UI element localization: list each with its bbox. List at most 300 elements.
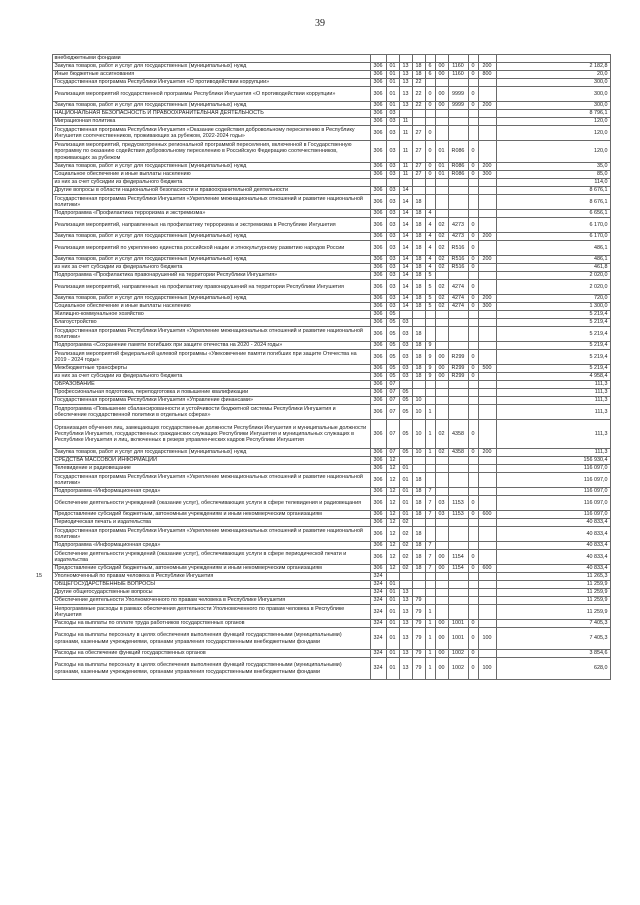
code-cell [435,542,448,550]
code-cell [478,597,496,605]
code-cell: 0 [468,350,478,365]
code-cell [448,488,468,496]
amount-cell: 111,3 [496,397,610,405]
row-name: Расходы на обеспечение функций государственных органов [52,650,370,658]
code-cell: 306 [370,457,386,465]
code-cell: 500 [478,365,496,373]
code-cell: 00 [435,373,448,381]
table-row [34,342,610,350]
table-row [34,527,610,542]
code-cell: 1153 [448,496,468,511]
code-cell: 13 [399,650,412,658]
code-cell: 1 [425,449,435,457]
code-cell: 1154 [448,550,468,565]
code-cell: 0 [425,87,435,102]
code-cell [478,373,496,381]
code-cell: 306 [370,303,386,311]
code-cell: 306 [370,342,386,350]
row-name: Уполномоченный по правам человека в Республике Ингушетия [52,573,370,581]
code-cell: 03 [386,110,399,118]
code-cell: 300 [478,303,496,311]
row-number [34,102,52,110]
code-cell [448,179,468,187]
code-cell: 12 [386,565,399,573]
code-cell: 306 [370,118,386,126]
table-row [34,63,610,71]
code-cell: 600 [478,565,496,573]
code-cell: 306 [370,496,386,511]
code-cell: 27 [412,141,425,163]
code-cell [478,473,496,488]
code-cell [478,195,496,210]
code-cell: 6 [425,71,435,79]
row-number [34,55,52,63]
code-cell [478,342,496,350]
code-cell [448,195,468,210]
code-cell [478,79,496,87]
table-row [34,650,610,658]
table-row [34,473,610,488]
code-cell: 324 [370,658,386,680]
code-cell: 0 [468,264,478,272]
code-cell [468,126,478,141]
table-row [34,210,610,218]
code-cell: 79 [412,597,425,605]
row-number [34,319,52,327]
table-row [34,195,610,210]
code-cell: 12 [386,542,399,550]
code-cell [425,118,435,126]
code-cell [435,381,448,389]
row-name: Расходы на выплаты персоналу в целях обеспечения выполнения функций государственными (муниципальными) органами, казенными учреждениями, органами управления государственными внебюджетными фондами [52,628,370,650]
code-cell [412,311,425,319]
code-cell: R086 [448,171,468,179]
code-cell: R516 [448,264,468,272]
code-cell: 01 [435,163,448,171]
code-cell: 5 [425,272,435,280]
code-cell [468,381,478,389]
code-cell [448,319,468,327]
code-cell: 02 [399,565,412,573]
code-cell [448,605,468,620]
amount-cell: 5 219,4 [496,342,610,350]
code-cell: 200 [478,256,496,264]
row-name: Благоустройство [52,319,370,327]
code-cell: 18 [412,342,425,350]
amount-cell: 85,0 [496,171,610,179]
code-cell: 306 [370,365,386,373]
row-name: Реализация мероприятий, предусмотренных региональной программой переселения, включенной в Государственную программу по оказанию содействия добровольному переселению в Российскую Федерацию соотечественников, проживающих за рубежом [52,141,370,163]
code-cell [468,573,478,581]
table-row [34,118,610,126]
amount-cell: 111,3 [496,449,610,457]
code-cell: 01 [386,87,399,102]
code-cell: 11 [399,163,412,171]
code-cell [448,79,468,87]
table-row [34,163,610,171]
row-name: Социальное обеспечение и иные выплаты населению [52,171,370,179]
code-cell: 1 [425,620,435,628]
row-name: Иные бюджетные ассигнования [52,71,370,79]
code-cell: 4273 [448,218,468,233]
code-cell: 03 [399,365,412,373]
code-cell: 306 [370,550,386,565]
row-number [34,496,52,511]
code-cell: 306 [370,327,386,342]
code-cell: 5 [425,303,435,311]
code-cell [386,179,399,187]
code-cell: 0 [468,171,478,179]
code-cell: 13 [399,102,412,110]
table-row [34,350,610,365]
code-cell [468,589,478,597]
code-cell: 01 [386,79,399,87]
code-cell: 03 [386,272,399,280]
amount-cell: 6 656,1 [496,210,610,218]
code-cell [425,581,435,589]
code-cell [468,597,478,605]
row-name: Закупка товаров, работ и услуг для государственных (муниципальных) нужд [52,163,370,171]
row-number [34,63,52,71]
code-cell: 4274 [448,295,468,303]
code-cell: 1 [425,658,435,680]
code-cell: 306 [370,195,386,210]
table-row [34,605,610,620]
code-cell: 07 [386,405,399,420]
code-cell [478,179,496,187]
code-cell: 18 [412,542,425,550]
code-cell [435,79,448,87]
code-cell: 18 [412,63,425,71]
code-cell: 02 [435,449,448,457]
code-cell: 0 [468,295,478,303]
code-cell: 18 [412,241,425,256]
code-cell: 4274 [448,303,468,311]
code-cell: 9 [425,373,435,381]
row-name: Непрограммные расходы в рамках обеспечения деятельности Уполномоченного по правам человека в Республике Ингушетия [52,605,370,620]
amount-cell: 116 097,0 [496,488,610,496]
code-cell: 306 [370,126,386,141]
table-row [34,381,610,389]
code-cell: 306 [370,264,386,272]
row-name: Закупка товаров, работ и услуг для государственных (муниципальных) нужд [52,63,370,71]
code-cell: 0 [425,141,435,163]
row-number [34,79,52,87]
code-cell: 0 [468,218,478,233]
code-cell: 10 [412,449,425,457]
amount-cell: 2 020,0 [496,272,610,280]
code-cell [448,342,468,350]
code-cell [435,272,448,280]
code-cell: 1001 [448,620,468,628]
code-cell [448,465,468,473]
code-cell [468,542,478,550]
code-cell: 5 [425,280,435,295]
row-name: Государственная программа Республики Ингушетия «Укрепление межнациональных отношений и развитие национальной политики» [52,527,370,542]
code-cell [448,573,468,581]
code-cell [412,465,425,473]
row-name: ОБЩЕГОСУДАРСТВЕННЫЕ ВОПРОСЫ [52,581,370,589]
code-cell [478,118,496,126]
row-name: Закупка товаров, работ и услуг для государственных (муниципальных) нужд [52,295,370,303]
table-row [34,218,610,233]
code-cell: 306 [370,473,386,488]
row-name: Подпрограмма «Информационная среда» [52,542,370,550]
code-cell: 14 [399,241,412,256]
code-cell: 05 [386,373,399,381]
code-cell [478,110,496,118]
code-cell: 22 [412,87,425,102]
code-cell [425,110,435,118]
code-cell: 1160 [448,63,468,71]
code-cell [412,573,425,581]
code-cell [448,311,468,319]
code-cell [425,55,435,63]
row-name: из них за счет субсидии из федерального бюджета [52,179,370,187]
code-cell: 79 [412,650,425,658]
code-cell: 4 [425,256,435,264]
amount-cell: 156 930,4 [496,457,610,465]
table-row [34,519,610,527]
code-cell: 18 [412,256,425,264]
code-cell [425,457,435,465]
row-name: из них за счет субсидии из федерального бюджета [52,264,370,272]
code-cell [478,381,496,389]
code-cell: 0 [468,102,478,110]
code-cell: 0 [468,280,478,295]
code-cell [435,179,448,187]
row-name: Организация обучения лиц, замещающих государственные должности Республики Ингушетия и муниципальные должности Республики Ингушетия, государственных гражданских служащих Республики Ингушетия и муниципальных служащих в Республике Ингушетия и лиц, включенных в резерв управленческих кадров Республики Ингушетия [52,420,370,449]
code-cell: 07 [386,449,399,457]
code-cell: 11 [399,141,412,163]
code-cell: 01 [386,71,399,79]
code-cell: 4 [425,218,435,233]
amount-cell: 6 170,0 [496,218,610,233]
code-cell: 18 [412,210,425,218]
code-cell: 02 [435,218,448,233]
code-cell: 03 [386,195,399,210]
code-cell [425,381,435,389]
row-name: Подпрограмма «Повышение сбалансированности и устойчивости бюджетной системы Республики Ингушетия и обеспечение государственной политики в отдельных сферах» [52,405,370,420]
code-cell: 306 [370,350,386,365]
row-number [34,589,52,597]
amount-cell: 300,0 [496,87,610,102]
row-number [34,658,52,680]
code-cell: 0 [468,511,478,519]
code-cell: 306 [370,397,386,405]
row-number [34,187,52,195]
code-cell: 12 [386,527,399,542]
table-row [34,465,610,473]
code-cell: 00 [435,550,448,565]
code-cell: 03 [386,218,399,233]
code-cell [425,589,435,597]
code-cell: 03 [435,496,448,511]
code-cell [448,187,468,195]
code-cell [478,488,496,496]
code-cell: 03 [399,319,412,327]
code-cell: 4274 [448,280,468,295]
code-cell [425,311,435,319]
code-cell: 306 [370,256,386,264]
code-cell [435,311,448,319]
table-row [34,187,610,195]
code-cell [448,210,468,218]
code-cell [425,179,435,187]
code-cell [412,118,425,126]
code-cell [412,581,425,589]
table-row [34,179,610,187]
code-cell: 05 [399,397,412,405]
code-cell: 01 [386,605,399,620]
code-cell: 4273 [448,233,468,241]
code-cell: 22 [412,79,425,87]
code-cell: 200 [478,233,496,241]
table-row [34,102,610,110]
code-cell: 79 [412,628,425,650]
code-cell: R516 [448,241,468,256]
code-cell [448,473,468,488]
code-cell: 7 [425,511,435,519]
code-cell: 27 [412,126,425,141]
table-row [34,256,610,264]
code-cell: R299 [448,350,468,365]
table-row [34,457,610,465]
code-cell: 200 [478,449,496,457]
code-cell: 05 [399,405,412,420]
code-cell: 05 [399,420,412,449]
row-name: Обеспечение деятельности учреждений (оказание услуг), обеспечивающих услуги в сфере телевидения и радиовещания [52,496,370,511]
code-cell [478,241,496,256]
code-cell: 00 [435,365,448,373]
code-cell: 01 [386,589,399,597]
code-cell [412,589,425,597]
row-name: Реализация мероприятий, направленных на профилактику терроризма и экстремизма в Республике Ингушетия [52,218,370,233]
code-cell [468,457,478,465]
code-cell: 1002 [448,650,468,658]
row-number [34,373,52,381]
code-cell [435,118,448,126]
code-cell: 11 [399,171,412,179]
row-name: Профессиональная подготовка, переподготовка и повышение квалификации [52,389,370,397]
code-cell: 0 [468,256,478,264]
table-row [34,597,610,605]
row-number [34,110,52,118]
code-cell: 0 [468,303,478,311]
code-cell: 7 [425,542,435,550]
row-name: из них за счет субсидии из федерального бюджета [52,373,370,381]
code-cell [370,179,386,187]
code-cell: 0 [468,71,478,79]
code-cell [478,397,496,405]
code-cell [412,457,425,465]
row-number [34,381,52,389]
code-cell [448,589,468,597]
code-cell [435,397,448,405]
code-cell: 0 [425,163,435,171]
code-cell: 306 [370,141,386,163]
code-cell: 306 [370,110,386,118]
amount-cell: 40 833,4 [496,519,610,527]
code-cell [478,126,496,141]
code-cell: 306 [370,218,386,233]
code-cell: 01 [386,658,399,680]
code-cell [478,311,496,319]
row-number [34,389,52,397]
row-number [34,163,52,171]
code-cell: 13 [399,589,412,597]
code-cell: 18 [412,195,425,210]
code-cell: 12 [386,488,399,496]
row-name: Государственная программа Республики Ингушетия «О противодействии коррупции» [52,79,370,87]
table-row [34,110,610,118]
code-cell [435,581,448,589]
code-cell: 12 [386,465,399,473]
code-cell [478,620,496,628]
row-number [34,311,52,319]
row-name: Другие вопросы в области национальной безопасности и правоохранительной деятельности [52,187,370,195]
row-number [34,303,52,311]
table-row [34,280,610,295]
code-cell [412,519,425,527]
code-cell [412,319,425,327]
code-cell [425,195,435,210]
code-cell: 306 [370,449,386,457]
code-cell [448,272,468,280]
code-cell: 0 [468,628,478,650]
code-cell: 03 [399,327,412,342]
code-cell: 79 [412,605,425,620]
table-row [34,87,610,102]
code-cell: 9999 [448,87,468,102]
amount-cell: 116 097,0 [496,496,610,511]
code-cell [478,589,496,597]
code-cell [468,327,478,342]
code-cell: 07 [386,381,399,389]
code-cell: 05 [399,449,412,457]
code-cell: 03 [435,511,448,519]
table-row [34,573,610,581]
code-cell: R086 [448,141,468,163]
table-row [34,389,610,397]
code-cell: 18 [412,565,425,573]
code-cell: R086 [448,163,468,171]
code-cell: R299 [448,373,468,381]
amount-cell: 11 259,9 [496,605,610,620]
amount-cell: 111,3 [496,381,610,389]
row-number [34,519,52,527]
code-cell: 0 [468,565,478,573]
code-cell: 05 [386,311,399,319]
code-cell [478,405,496,420]
table-row [34,565,610,573]
amount-cell: 628,0 [496,658,610,680]
row-number [34,597,52,605]
row-name: Миграционная политика [52,118,370,126]
code-cell: 14 [399,195,412,210]
amount-cell: 114,0 [496,179,610,187]
code-cell: 14 [399,187,412,195]
code-cell [468,79,478,87]
code-cell [399,55,412,63]
code-cell [468,179,478,187]
code-cell [468,527,478,542]
code-cell: 13 [399,87,412,102]
row-number [34,488,52,496]
code-cell: 4 [425,241,435,256]
amount-cell: 20,0 [496,71,610,79]
code-cell: 306 [370,295,386,303]
